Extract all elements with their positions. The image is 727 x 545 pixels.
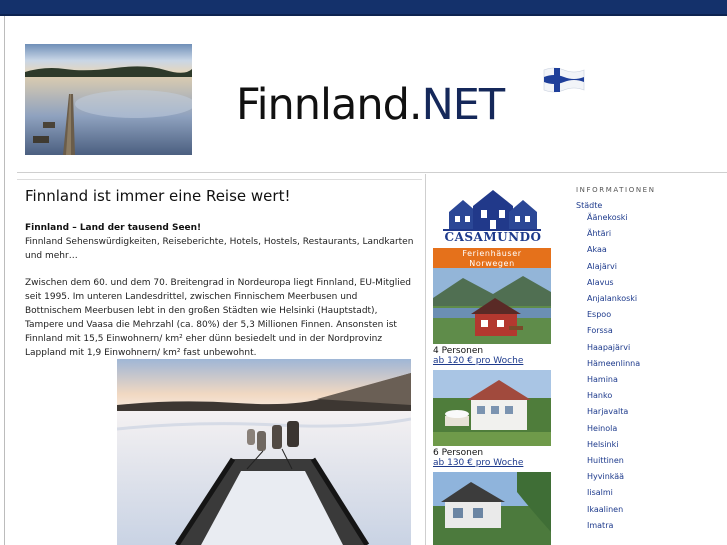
listing-2-price-link[interactable]: ab 130 € pro Woche bbox=[433, 458, 524, 468]
logo-accent: NET bbox=[421, 80, 505, 130]
city-list-item[interactable] bbox=[576, 437, 726, 453]
nav-heading: INFORMATIONEN bbox=[576, 186, 656, 194]
city-link[interactable]: Hyvinkää bbox=[587, 472, 625, 482]
sled-dog-photo bbox=[117, 359, 411, 545]
city-list-item[interactable] bbox=[576, 291, 726, 307]
finland-flag-icon bbox=[542, 64, 586, 94]
city-list-item[interactable] bbox=[576, 340, 726, 356]
listing-photo-cabin[interactable] bbox=[433, 472, 551, 545]
column-divider bbox=[425, 174, 426, 545]
city-list-item[interactable] bbox=[576, 307, 726, 323]
listing-2-persons: 6 Personen bbox=[433, 448, 484, 458]
lead-text: Finnland – Land der tausend Seen! bbox=[25, 223, 202, 233]
header-divider bbox=[17, 172, 727, 173]
listing-photo-white-house[interactable] bbox=[433, 370, 551, 446]
ad-banner-line2: Norwegen bbox=[469, 259, 515, 268]
top-bar bbox=[0, 0, 727, 16]
city-link[interactable]: Hanko bbox=[587, 391, 613, 401]
city-link[interactable]: Harjavalta bbox=[587, 407, 629, 417]
city-link[interactable]: Imatra bbox=[587, 520, 614, 530]
city-link[interactable]: Akaa bbox=[587, 245, 607, 255]
ad-banner-line1: Ferienhäuser bbox=[462, 249, 522, 258]
casamundo-ad[interactable] bbox=[433, 186, 551, 545]
city-link[interactable]: Forssa bbox=[587, 326, 613, 336]
city-link[interactable]: Helsinki bbox=[587, 439, 619, 449]
header-lake-photo bbox=[25, 44, 192, 155]
city-list-item[interactable] bbox=[576, 275, 726, 291]
city-list-item[interactable] bbox=[576, 453, 726, 469]
ad-banner[interactable] bbox=[433, 248, 551, 268]
city-list-item[interactable] bbox=[576, 242, 726, 258]
city-link[interactable]: Alajärvi bbox=[587, 261, 617, 271]
city-list-item[interactable] bbox=[576, 469, 726, 485]
city-link[interactable]: Iisalmi bbox=[587, 488, 613, 498]
city-link[interactable]: Haapajärvi bbox=[587, 342, 631, 352]
listing-1-price-link[interactable]: ab 120 € pro Woche bbox=[433, 356, 524, 366]
listing-photo-red-house[interactable] bbox=[433, 268, 551, 344]
city-link[interactable]: Hamina bbox=[587, 375, 618, 385]
city-link[interactable]: Hämeenlinna bbox=[587, 358, 641, 368]
intro-paragraph: Finnland Sehenswürdigkeiten, Reiseberichte, Hotels, Hostels, Restaurants, Landkarten und mehr… bbox=[25, 237, 414, 261]
city-link[interactable]: Ikaalinen bbox=[587, 504, 624, 514]
page bbox=[4, 16, 727, 545]
casamundo-brand: CASAMUNDO bbox=[444, 230, 542, 244]
city-link[interactable]: Anjalankoski bbox=[587, 294, 638, 304]
page-title: Finnland ist immer eine Reise wert! bbox=[25, 187, 291, 205]
city-list-item[interactable] bbox=[576, 518, 726, 534]
city-list-item[interactable] bbox=[576, 210, 726, 226]
site-logo[interactable] bbox=[236, 80, 505, 130]
city-link[interactable]: Huittinen bbox=[587, 456, 624, 466]
city-list-item[interactable] bbox=[576, 404, 726, 420]
logo-main: Finnland. bbox=[236, 80, 422, 130]
city-list-item[interactable] bbox=[576, 226, 726, 242]
listing-1-persons: 4 Personen bbox=[433, 346, 484, 356]
city-list-item[interactable] bbox=[576, 388, 726, 404]
city-link[interactable]: Äänekoski bbox=[587, 213, 628, 222]
sidebar-nav bbox=[576, 186, 726, 534]
city-link[interactable]: Espoo bbox=[587, 310, 612, 320]
city-list-item[interactable] bbox=[576, 485, 726, 501]
nav-category-staedte[interactable]: Städte bbox=[576, 201, 603, 210]
city-list-item[interactable] bbox=[576, 372, 726, 388]
city-list-item[interactable] bbox=[576, 259, 726, 275]
city-list bbox=[576, 210, 726, 534]
city-link[interactable]: Ähtäri bbox=[587, 229, 612, 239]
body-paragraph: Zwischen dem 60. und dem 70. Breitengrad in Nordeuropa liegt Finnland, EU-Mitglied seit 1995. Im unteren Landesdrittel, zwischen Finnischem Meerbusen und Bottnischem Meerbusen lebt in den großen Städten wie Helsinki (Hauptstadt), Tampere und Vaasa die Mehrzahl (ca. 80%) der 5,3 Millionen Finnen. Ansonsten ist Finnland mit 15,5 Einwohnern/ km² eher dünn besiedelt und in der Nordprovinz Lappland mit 1,9 Einwohnern/ km² fast unbewohnt. bbox=[25, 278, 411, 358]
city-list-item[interactable] bbox=[576, 502, 726, 518]
city-link[interactable]: Alavus bbox=[587, 277, 614, 287]
main-content bbox=[25, 176, 415, 360]
casamundo-logo[interactable] bbox=[433, 186, 551, 248]
city-list-item[interactable] bbox=[576, 421, 726, 437]
city-link[interactable]: Heinola bbox=[587, 423, 618, 433]
city-list-item[interactable] bbox=[576, 356, 726, 372]
city-list-item[interactable] bbox=[576, 323, 726, 339]
